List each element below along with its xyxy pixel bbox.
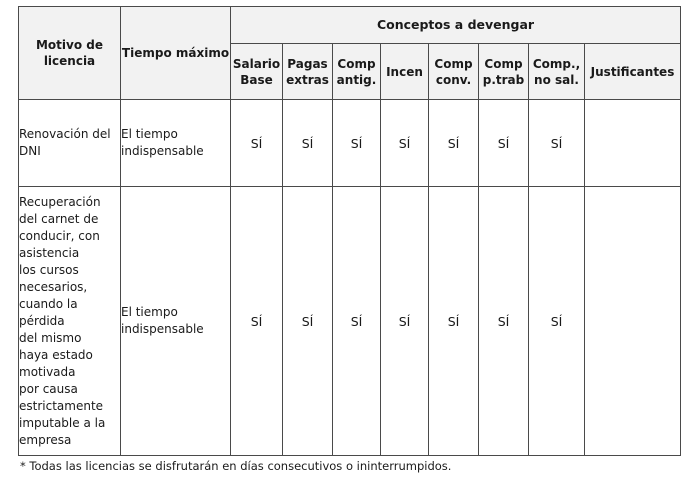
table-row [19, 100, 681, 187]
cell-motivo: Recuperación del carnet de conducir, con asistencia los cursos necesarios, cuando la pérdida del mismo haya estado motivada por causa estrictamente imputable a la empresa [19, 187, 121, 456]
cell-value: SÍ [231, 187, 283, 456]
header-motivo: Motivo de licencia [19, 7, 121, 100]
header-tiempo: Tiempo máximo [121, 7, 231, 100]
cell-tiempo: El tiempo indispensable [121, 100, 231, 187]
licencias-table [18, 6, 681, 456]
cell-value: SÍ [381, 100, 429, 187]
cell-justificantes [585, 100, 681, 187]
cell-value: SÍ [283, 100, 333, 187]
cell-value: SÍ [283, 187, 333, 456]
cell-justificantes [585, 187, 681, 456]
header-pagas-extras: Pagas extras [283, 44, 333, 100]
header-comp-conv: Comp conv. [429, 44, 479, 100]
table-row [19, 187, 681, 456]
cell-motivo: Renovación del DNI [19, 100, 121, 187]
header-conceptos: Conceptos a devengar [231, 7, 681, 44]
header-comp-no-sal: Comp., no sal. [529, 44, 585, 100]
cell-tiempo: El tiempo indispensable [121, 187, 231, 456]
cell-value: SÍ [529, 100, 585, 187]
header-incen: Incen [381, 44, 429, 100]
cell-value: SÍ [429, 187, 479, 456]
header-justificantes: Justificantes [585, 44, 681, 100]
cell-value: SÍ [479, 100, 529, 187]
header-comp-antig: Comp antig. [333, 44, 381, 100]
cell-value: SÍ [381, 187, 429, 456]
cell-value: SÍ [429, 100, 479, 187]
cell-value: SÍ [231, 100, 283, 187]
header-comp-ptrab: Comp p.trab [479, 44, 529, 100]
cell-value: SÍ [529, 187, 585, 456]
cell-value: SÍ [479, 187, 529, 456]
cell-value: SÍ [333, 100, 381, 187]
footnote: * Todas las licencias se disfrutarán en días consecutivos o ininterrumpidos. [20, 459, 452, 473]
header-salario-base: Salario Base [231, 44, 283, 100]
cell-value: SÍ [333, 187, 381, 456]
